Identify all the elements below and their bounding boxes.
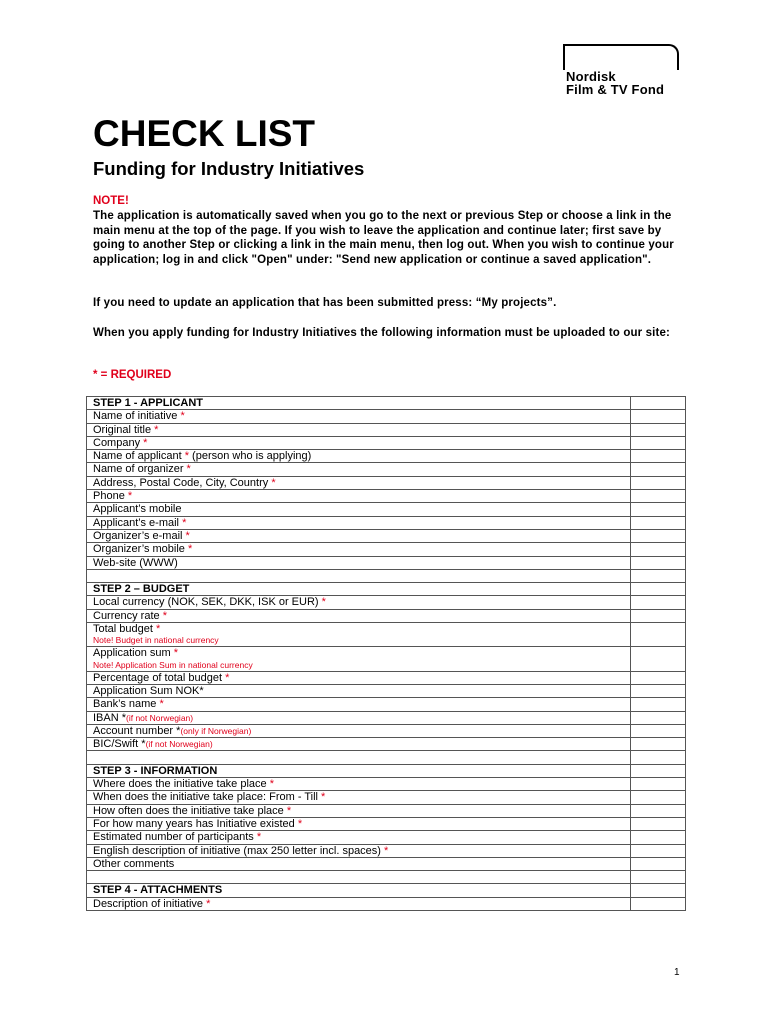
checkbox-cell [631,778,686,791]
checkbox-cell [631,857,686,870]
item-label: Description of initiative [93,897,207,910]
item-label: Organizer’s mobile [93,543,188,556]
checkbox-cell [631,698,686,711]
table-row [87,738,686,751]
checklist-item [87,596,631,609]
table-row [87,804,686,817]
table-row [87,671,686,684]
table-row [87,711,686,724]
required-mark: * [127,490,133,503]
item-label: Application sum [93,647,174,660]
checklist-item [87,556,631,569]
table-row [87,583,686,596]
checklist-item [87,423,631,436]
checkbox-cell [631,436,686,449]
required-mark: * [182,516,187,529]
table-row [87,609,686,622]
spacer-row [87,871,631,884]
checkbox-cell [631,556,686,569]
table-row [87,647,686,671]
checkbox-cell [631,804,686,817]
checkbox-cell [631,476,686,489]
checklist-item [87,791,631,804]
item-label: Applicant’s e-mail [93,516,183,529]
item-label: Phone [93,490,128,503]
table-row [87,791,686,804]
checkbox-cell [631,463,686,476]
checklist-item [87,831,631,844]
table-row [87,623,686,647]
required-mark: * [185,529,190,542]
checklist-item [87,436,631,449]
logo-line-2: Film & TV Fond [566,82,665,97]
checkbox-cell [631,609,686,622]
checkbox-cell [631,764,686,777]
spacer-row [87,569,631,582]
item-label: Currency rate [93,609,163,622]
required-mark: * [156,623,161,636]
required-mark: * [271,476,276,489]
table-row [87,817,686,830]
checkbox-cell [631,543,686,556]
required-mark: * [206,897,211,910]
nordisk-logo [563,44,685,98]
item-subnote: Note! Budget in national currency [93,635,219,646]
item-label: Estimated number of participants [93,831,257,844]
item-label: English description of initiative (max 250 letter incl. spaces) [93,844,385,857]
checkbox-cell [631,397,686,410]
checklist-item [87,450,631,463]
item-detail: (person who is applying) [189,450,312,463]
checklist-item [87,410,631,423]
checklist-item [87,897,631,910]
checklist-table [86,396,686,911]
required-mark: * [297,817,303,830]
required-mark: * [159,698,164,711]
upload-paragraph: When you apply funding for Industry Initiatives the following information must be uploaded to our site: [93,327,671,339]
item-label: When does the initiative take place: From - Till [93,791,322,804]
table-row [87,596,686,609]
checkbox-cell [631,529,686,542]
checklist-item [87,817,631,830]
required-mark: * [187,543,193,556]
table-row [87,844,686,857]
checkbox-cell [631,623,686,647]
table-row [87,857,686,870]
table-row [87,423,686,436]
checklist-item [87,671,631,684]
required-mark: * [384,844,389,857]
autosave-paragraph: The application is automatically saved when you go to the next or previous Step or choose a link in the main menu at the top of the page. If you wish to leave the application and continue later; first save by going to another Step or clicking a link in the main menu, then log out. When you wish to continue your application; log in and click "Open" under: "Send new application or continue a saved application". [93,210,674,266]
checklist-item [87,647,631,671]
item-label: Where does the initiative take place [93,778,270,791]
item-label: Account number * [93,724,181,737]
required-mark: * [186,463,191,476]
required-mark: * [154,423,159,436]
checkbox-cell [631,751,686,764]
checklist-item [87,724,631,737]
table-row [87,450,686,463]
required-mark: * [162,609,167,622]
required-legend: * = REQUIRED [93,369,172,381]
checklist-item [87,738,631,751]
item-label: Total budget [93,623,156,636]
checklist-item [87,623,631,647]
item-note: (if not Norwegian) [126,712,194,723]
required-mark: * [269,778,274,791]
step-header-label: STEP 1 - APPLICANT [93,397,204,409]
required-mark: * [184,450,189,463]
table-row [87,897,686,910]
checkbox-cell [631,671,686,684]
step-header [87,884,631,897]
step-header [87,397,631,410]
logo-text [566,70,664,96]
table-row [87,698,686,711]
checkbox-cell [631,831,686,844]
table-row [87,569,686,582]
checklist-item [87,804,631,817]
required-mark: * [286,804,292,817]
checkbox-cell [631,503,686,516]
required-mark: * [143,436,148,449]
table-row [87,764,686,777]
required-mark: * [225,671,230,684]
step-header-label: STEP 3 - INFORMATION [93,764,218,777]
table-row [87,503,686,516]
item-label: Address, Postal Code, City, Country [93,476,272,489]
item-label: Application Sum NOK* [93,684,204,697]
checkbox-cell [631,738,686,751]
table-row [87,397,686,410]
page-subtitle: Funding for Industry Initiatives [93,158,365,179]
checkbox-cell [631,884,686,897]
checklist-item [87,516,631,529]
table-row [87,831,686,844]
table-row [87,463,686,476]
item-label: Percentage of total budget [93,671,226,684]
checkbox-cell [631,817,686,830]
step-header [87,764,631,777]
checklist-item [87,529,631,542]
note-label: NOTE! [93,195,129,207]
item-note: (only if Norwegian) [180,725,252,736]
item-label: Company [93,436,144,449]
table-row [87,516,686,529]
table-row [87,476,686,489]
checklist-item [87,857,631,870]
item-label: Bank’s name [93,698,160,711]
checkbox-cell [631,871,686,884]
checklist-item [87,609,631,622]
required-mark: * [180,410,185,423]
step-header [87,583,631,596]
checklist-item [87,490,631,503]
checkbox-cell [631,410,686,423]
item-label: Other comments [93,857,175,870]
item-label: Organizer’s e-mail [93,529,186,542]
checklist-item [87,698,631,711]
item-label: BIC/Swift * [93,738,146,751]
checklist-item [87,778,631,791]
checkbox-cell [631,490,686,503]
required-mark: * [321,791,326,804]
item-label: Name of applicant [93,450,185,463]
required-mark: * [321,596,326,609]
item-label: Web-site (WWW) [93,556,178,569]
table-row [87,436,686,449]
item-note: (if not Norwegian) [145,739,213,750]
item-label: Local currency (NOK, SEK, DKK, ISK or EUR) [93,596,322,609]
item-label: How often does the initiative take place [93,804,287,817]
item-label: Applicant’s mobile [93,503,182,516]
update-paragraph: If you need to update an application that has been submitted press: “My projects”. [93,297,557,309]
table-row [87,684,686,697]
checklist-item [87,503,631,516]
table-row [87,751,686,764]
logo-frame [563,44,679,70]
item-label: IBAN * [93,711,127,724]
item-label: Name of organizer [93,463,187,476]
checkbox-cell [631,516,686,529]
page-title: CHECK LIST [93,113,315,154]
required-mark: * [256,831,262,844]
checklist-item [87,543,631,556]
checkbox-cell [631,724,686,737]
table-row [87,543,686,556]
checklist-item [87,463,631,476]
table-row [87,871,686,884]
checklist-item [87,684,631,697]
checkbox-cell [631,791,686,804]
logo-line-1: Nordisk [566,69,616,84]
checkbox-cell [631,684,686,697]
checklist-item [87,844,631,857]
table-row [87,529,686,542]
step-header-label: STEP 2 – BUDGET [93,583,190,596]
checkbox-cell [631,423,686,436]
checkbox-cell [631,583,686,596]
checkbox-cell [631,596,686,609]
checklist-item [87,711,631,724]
checkbox-cell [631,711,686,724]
page-number: 1 [674,967,680,978]
item-label: For how many years has Initiative existed [93,817,298,830]
checkbox-cell [631,897,686,910]
checkbox-cell [631,647,686,671]
item-label: Name of initiative [93,410,181,423]
checkbox-cell [631,450,686,463]
table-row [87,778,686,791]
item-subnote: Note! Application Sum in national currency [93,659,253,670]
table-row [87,556,686,569]
checkbox-cell [631,569,686,582]
table-row [87,410,686,423]
table-row [87,490,686,503]
table-row [87,724,686,737]
spacer-row [87,751,631,764]
required-mark: * [173,647,178,660]
checklist-item [87,476,631,489]
item-label: Original title [93,423,155,436]
checkbox-cell [631,844,686,857]
table-row [87,884,686,897]
step-header-label: STEP 4 - ATTACHMENTS [93,884,223,897]
